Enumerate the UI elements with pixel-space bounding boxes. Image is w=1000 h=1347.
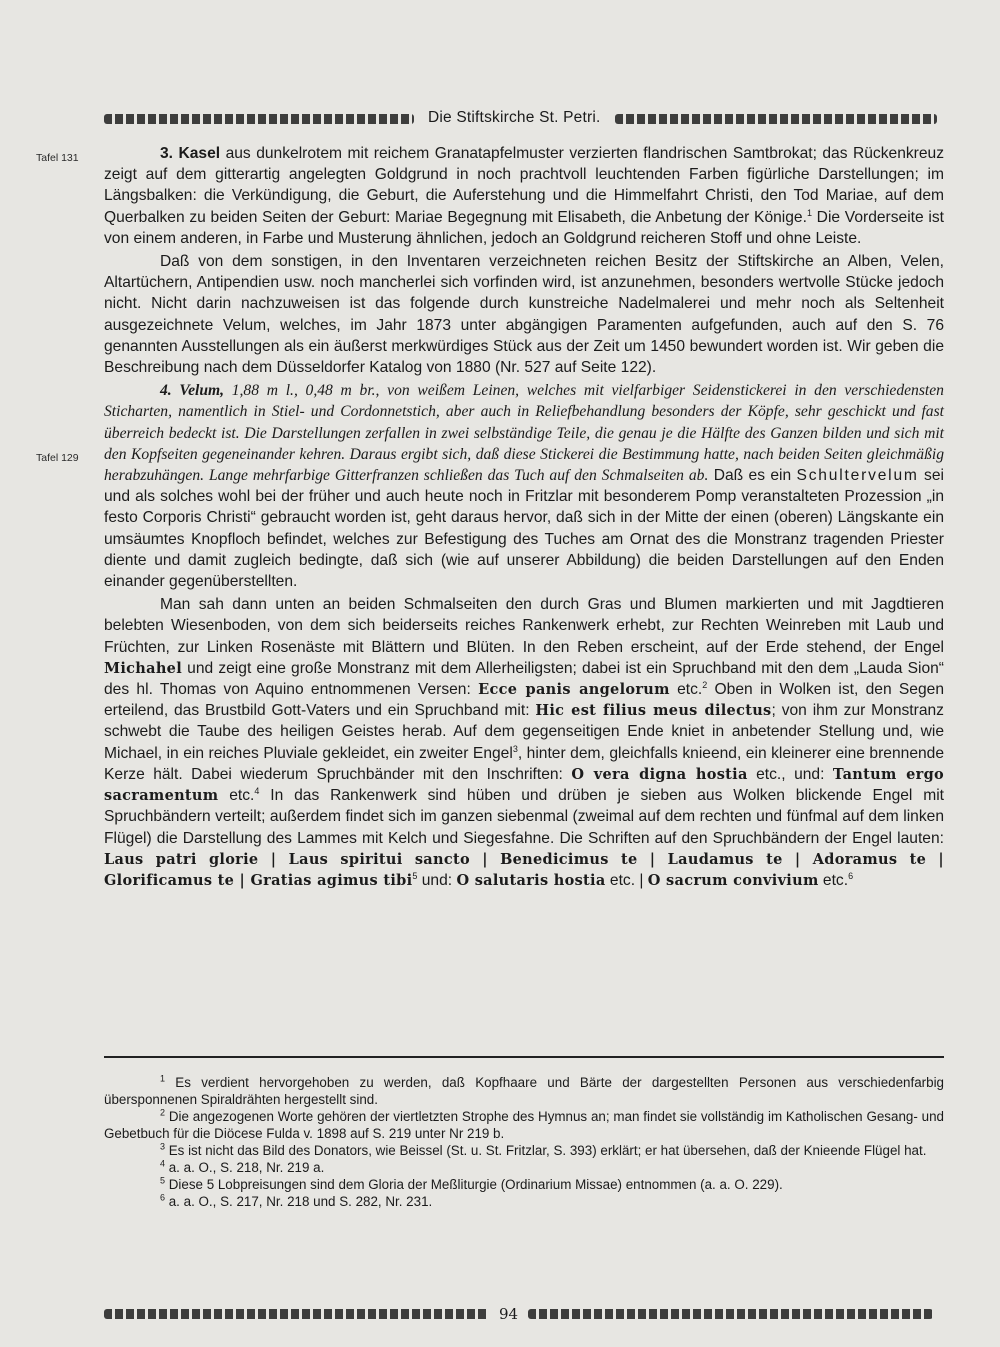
footnote-2 xyxy=(104,1108,944,1142)
footnote-ref: 2 xyxy=(702,679,708,690)
footnote-1 xyxy=(104,1074,944,1108)
footnote-number: 1 xyxy=(160,1073,166,1084)
footnote-3 xyxy=(104,1142,944,1159)
blackletter-text: O salutaris hostia xyxy=(456,871,606,889)
footnote-4 xyxy=(104,1159,944,1176)
blackletter-text: Hic est filius meus dilectus xyxy=(535,702,772,720)
footnote-ref: 1 xyxy=(806,207,812,218)
footnote-text: Diese 5 Lobpreisungen sind dem Gloria der Meßliturgie (Ordinarium Missae) entnommen (a. a. O. 229). xyxy=(165,1177,783,1192)
footnote-6 xyxy=(104,1193,944,1210)
footnote-ref: 4 xyxy=(254,785,260,796)
footnote-text: Die angezogenen Worte gehören der viertletzten Strophe des Hymnus an; man findet sie vollständig im Katholischen Gesang- und Gebetbuch für die Diöcese Fulda v. 1898 auf S. 219 unter Nr 219 b. xyxy=(104,1109,944,1141)
paragraph-text: Daß es ein xyxy=(708,467,797,485)
paragraph-text: sei und als solches wohl bei der früher und auch heute noch in Fritzlar mit besonderem Pomp veranstalteten Prozession „in festo Corporis Christi“ gebraucht worden ist, geht daraus hervor, daß sich in der Mitte der einen (oberen) Längskante ein umsäumtes Knopfloch befindet, welches zur Befestigung des Tuches am Ornat des die Monstranz tragenden Priester diente und damit zugleich bedingte, daß sich (wie auf unserer Abbildung) die beiden Darstellungen auf den Enden einander gegenüberstellten. xyxy=(104,467,944,591)
paragraph-description xyxy=(104,594,944,891)
footnote-number: 6 xyxy=(160,1192,166,1203)
footnote-ref: 3 xyxy=(512,743,518,754)
paragraph-text: und: xyxy=(417,871,457,889)
page-number: 94 xyxy=(499,1305,519,1323)
footer-ornament-left xyxy=(104,1309,489,1319)
footnote-number: 2 xyxy=(160,1107,166,1118)
paragraph-text: , hinter dem, gleichfalls knieend, ein kleinerer eine brennende Kerze hält. Dabei wiederum Spruchbänder mit den Inschriften: xyxy=(104,744,945,783)
footnote-number: 4 xyxy=(160,1158,166,1169)
paragraph-text: etc. xyxy=(818,871,849,889)
footer-ornament-right xyxy=(528,1309,933,1319)
paragraph-text: etc. xyxy=(669,681,703,699)
margin-note-tafel-131: Tafel 131 xyxy=(36,152,79,164)
footnotes xyxy=(104,1074,944,1210)
blackletter-text: Tantum ergo sacramentum xyxy=(104,765,944,805)
footnote-divider xyxy=(104,1056,944,1058)
margin-note-tafel-129: Tafel 129 xyxy=(36,452,79,464)
item-lead-kasel: 3. Kasel xyxy=(160,145,221,162)
paragraph-kasel xyxy=(104,143,944,249)
paragraph-text: etc. | xyxy=(605,871,648,889)
paragraph-text: etc., und: xyxy=(747,765,833,783)
main-text xyxy=(104,143,944,891)
blackletter-text: O vera digna hostia xyxy=(571,765,748,783)
velum-catalog-quote: 1,88 m l., 0,48 m br., von weißem Leinen, welches mit vielfarbiger Seidenstickerei in den verschiedensten Sticharten, namentlich in Stiel- und Cordonnetstich, aber auch in Reliefbehandlung besonders der Köpfe, sehr geschickt und fast überreich bedeckt ist. Die Darstellungen zerfallen in zwei selbständige Teile, die genau je die Hälfte des Ganzen bilden und sich mit den Kopfseiten gegeneinander kehren. Daraus ergibt sich, daß diese Stickerei die Bestimmung hatte, nach beiden Seiten gleichmäßig herabzuhängen. Lange mehrfarbige Gitterfranzen schließen das Tuch auf den Schmalseiten ab. xyxy=(104,382,944,485)
footnote-text: Es ist nicht das Bild des Donators, wie Beissel (St. u. St. Fritzlar, S. 393) erklärt; er hat übersehen, daß der Knieende Flügel hat. xyxy=(165,1143,927,1158)
blackletter-text: Michahel xyxy=(104,659,183,677)
footnote-ref: 6 xyxy=(848,870,854,881)
paragraph-text: aus dunkelrotem mit reichem Granatapfelmuster verzierten flandrischen Samtbrokat; das Rückenkreuz zeigt auf dem gitterartig angelegten Goldgrund in noch prachtvoll leuchtenden Farben figürliche Darstellungen; im Längsbalken: die Verkündigung, die Geburt, die Auferstehung und die Himmelfahrt Christi, den Tod Mariae, auf dem Querbalken zu beiden Seiten der Geburt: Mariae Begegnung mit Elisabeth, die Anbetung der Könige. xyxy=(104,145,945,226)
spaced-term: Schultervelum xyxy=(796,467,919,485)
running-header xyxy=(104,107,944,129)
footnote-text: Es verdient hervorgehoben zu werden, daß Kopfhaare und Bärte der dargestellten Personen aus verschiedenfarbig übersponnenen Spiraldrähten hergestellt sind. xyxy=(104,1075,944,1107)
blackletter-text: O sacrum convivium xyxy=(647,871,819,889)
header-ornament-left xyxy=(104,114,414,124)
header-title: Die Stiftskirche St. Petri. xyxy=(428,109,601,126)
blackletter-text: Laus patri glorie | Laus spiritui sancto | Benedicimus te | Laudamus te | Adoramus te | Glorificamus te | Gratias agimus tibi xyxy=(104,850,944,889)
paragraph-text: und zeigt eine große Monstranz mit dem Allerheiligsten; dabei ist ein Spruchband mit den dem „Lauda Sion“ des hl. Thomas von Aquino entnommenen Versen: xyxy=(104,659,944,699)
paragraph-text: Die Vorderseite ist von einem anderen, in Farbe und Musterung ähnlichen, jedoch an Goldgrund reicheren Stoff und ohne Leiste. xyxy=(104,208,944,247)
item-lead-velum: 4. Velum, xyxy=(160,382,225,400)
paragraph-text: etc. xyxy=(218,787,255,805)
footnote-ref: 5 xyxy=(412,870,418,881)
footnote-number: 3 xyxy=(160,1141,166,1152)
footnote-text: a. a. O., S. 218, Nr. 219 a. xyxy=(165,1160,325,1175)
paragraph-text: Oben in Wolken ist, den Segen erteilend, das Brustbild Gott-Vaters und ein Spruchband mit: xyxy=(104,681,944,720)
running-footer xyxy=(104,1303,946,1325)
footnote-5 xyxy=(104,1176,944,1193)
paragraph-text: ; von ihm zur Monstranz schwebt die Taube des heiligen Geistes herab. Auf dem gegenseitigen Ende kniet in anbetender Stellung und, wie Michael, in ein reiches Pluviale gekleidet, ein zweiter Engel xyxy=(104,702,944,762)
paragraph-text: Man sah dann unten an beiden Schmalseiten den durch Gras und Blumen markierten und mit Jagdtieren belebten Wiesenboden, von dem sich beiderseits reiches Rankenwerk erhebt, zur Rechten Weinreben mit Laub und Früchten, zur Linken Rosenäste mit Blättern und Blüten. In den Reben erscheint, auf der Erde stehend, der Engel xyxy=(104,596,944,656)
paragraph-velum xyxy=(104,380,944,592)
paragraph-text: In das Rankenwerk sind hüben und drüben je sieben aus Wolken blickende Engel mit Spruchbändern verteilt; außerdem findet sich im ganzen siebenmal (zweimal auf dem rechten und fünfmal auf dem linken Flügel) die Darstellung des Lammes mit Kelch und Siegesfahne. Die Schriften auf den Spruchbändern der Engel lauten: xyxy=(104,787,945,847)
paragraph-inventory: Daß von dem sonstigen, in den Inventaren verzeichneten reichen Besitz der Stiftskirche an Alben, Velen, Altartüchern, Antipendien usw. noch mancherlei sich vorfinden wird, ist anzunehmen, besonders wertvolle Stücke jedoch nicht. Nicht darin nachzuweisen ist das folgende durch kunstreiche Nadelmalerei und mehr noch als Seltenheit ausgezeichnete Velum, welches, im Jahr 1873 unter abgängigen Paramenten aufgefunden, auch auf den S. 76 genannten Ausstellungen als ein äußerst merkwürdiges Stück aus der Zeit um 1450 bewundert worden ist. Wir geben die Beschreibung nach dem Düsseldorfer Katalog von 1880 (Nr. 527 auf Seite 122). xyxy=(104,253,944,377)
header-ornament-right xyxy=(615,114,937,124)
footnote-text: a. a. O., S. 217, Nr. 218 und S. 282, Nr. 231. xyxy=(165,1194,433,1209)
blackletter-text: Ecce panis angelorum xyxy=(478,681,670,699)
footnote-number: 5 xyxy=(160,1175,166,1186)
